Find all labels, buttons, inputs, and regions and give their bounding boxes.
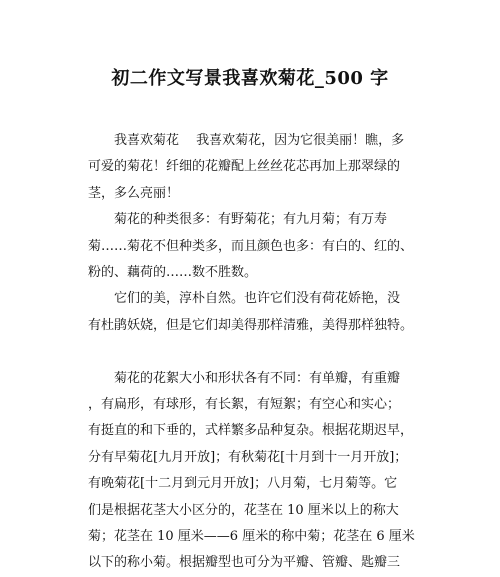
text-line-14: 们是根据花茎大小区分的，花茎在 10 厘米以上的称大 [88,502,399,518]
text-line-15: 菊；花茎在 10 厘米——6 厘米的称中菊；花茎在 6 厘米 [88,529,415,545]
text-line-7: 它们的美，淳朴自然。也许它们没有荷花娇艳，没 [114,291,401,307]
paragraph-3 [88,286,416,339]
text-line-13: 有晚菊花[十二月到元月开放]；八月菊，七月菊等。它 [88,476,398,492]
document-body [88,128,416,577]
text-line-4: 菊花的种类很多：有野菊花；有九月菊；有万寿 [114,212,388,228]
text-line-16: 以下的称小菊。根据瓣型也可分为平瓣、管瓣、匙瓣三 [88,555,401,571]
text-line-6: 粉的、藕荷的……数不胜数。 [88,265,258,281]
paragraph-2 [88,207,416,286]
text-line-11: 有挺直的和下垂的，式样繁多品种复杂。根据花期迟早， [88,423,414,439]
text-line-12: 分有早菊花[九月开放]；有秋菊花[十月到十一月开放]； [88,449,408,465]
document-title: 初二作文写景我喜欢菊花_500 字 [111,68,389,89]
text-line-5: 菊……菊花不但种类多，而且颜色也多：有白的、红的、 [88,238,414,254]
text-line-2: 可爱的菊花！纤细的花瓣配上丝丝花芯再加上那翠绿的 [88,159,401,175]
text-line-1: 我喜欢菊花 我喜欢菊花，因为它很美丽！瞧，多 [114,133,405,148]
paragraph-gap [88,339,416,365]
text-line-10: ，有扁形，有球形，有长絮，有短絮；有空心和实心； [88,397,401,413]
text-line-3: 茎，多么亮丽！ [88,185,180,201]
text-line-8: 有杜鹃妖娆，但是它们却美得那样清雅，美得那样独特。 [88,317,414,333]
paragraph-4 [88,366,416,577]
text-line-9: 菊花的花絮大小和形状各有不同：有单瓣，有重瓣 [114,370,401,386]
paragraph-1 [88,128,416,207]
